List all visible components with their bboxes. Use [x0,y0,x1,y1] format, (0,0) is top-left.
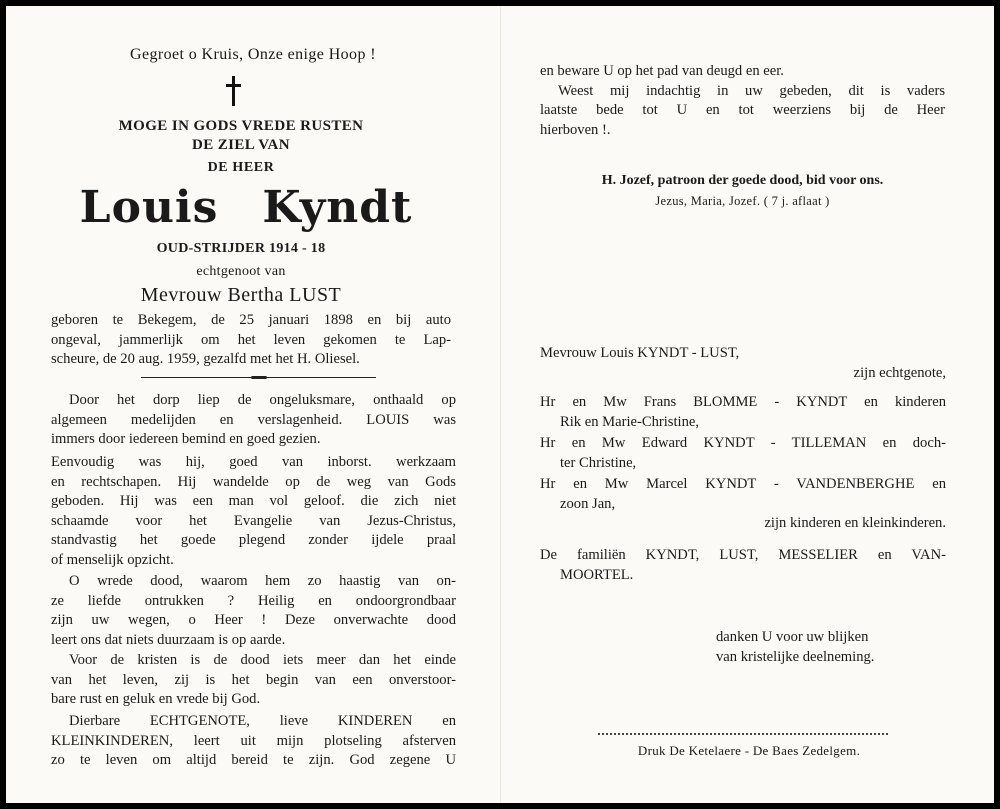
bio-paragraph [51,311,451,370]
spouse-of-label: echtgenoot van [196,264,286,279]
family-line: Hr en Mw Frans BLOMME - KYNDT en kinderen [540,394,946,410]
paragraph-line: O wrede dood, waarom hem zo haastig van on- [69,573,456,589]
text-paragraph [51,572,456,650]
paragraph-line: schaamde voor het Evangelie van Jezus-Christus, [51,512,456,529]
paragraph-line: of menselijk opzicht. [51,551,174,568]
paragraph-line: immers door iedereen bemind en goed gezien. [51,431,321,447]
heading-line-2: DE ZIEL VAN [191,137,291,153]
family-line: zoon Jan, [560,495,616,512]
paragraph-line: van het leven, zij is het begin van een onverstoor- [51,671,456,688]
paragraph-line: algemeen medelijden en verslagenheid. LOUIS was [51,411,456,428]
veteran-line: OUD-STRIJDER 1914 - 18 [156,241,326,256]
heading-line-3: DE HEER [207,160,275,175]
paragraph-line: standvastig het goede plegend zonder ijdele praal [51,532,456,548]
invocation-line: Jezus, Maria, Jozef. ( 7 j. aflaat ) [655,194,830,208]
prayer-line: H. Jozef, patroon der goede dood, bid voor ons. [601,173,884,188]
paragraph-line: geboden. Hij was een man vol geloof. die zich niet [51,493,456,509]
family-child-1 [540,393,946,432]
spouse-line: Mevrouw Louis KYNDT - LUST, [540,345,740,361]
family-line: Rik en Marie-Christine, [560,413,700,430]
thanks-line: danken U voor uw blijken [716,629,869,645]
paragraph-line: zo te leven om altijd bereid te zijn. God zegene U [51,752,456,768]
paragraph-line: Dierbare ECHTGENOTE, lieve KINDEREN en [69,713,456,729]
thanks [716,628,936,667]
text-paragraph [51,391,456,450]
text-paragraph [51,453,456,570]
divider [141,376,376,379]
family-line: Hr en Mw Edward KYNDT - TILLEMAN en doch- [540,435,946,451]
thanks-line: van kristelijke deelneming. [716,648,875,665]
greeting: Gegroet o Kruis, Onze enige Hoop ! [130,46,376,63]
family-line: Hr en Mw Marcel KYNDT - VANDENBERGHE en [540,476,946,492]
paragraph-line: zijn uw wegen, o Heer ! Deze onverwachte dood [51,612,456,628]
spouse-role: zijn echtgenote, [853,364,946,381]
paragraph-line: en rechtschapen. Hij wandelde op de weg van Gods [51,473,456,490]
family-relatives [540,546,946,585]
paragraph-line: Door het dorp liep de ongeluksmare, onthaald op [69,392,456,408]
family-line: MOORTEL. [560,566,634,583]
last-name: Kyndt [262,182,413,233]
text-paragraph [51,712,456,771]
paragraph-line: Weest mij indachtig in uw gebeden, dit is vaders [558,82,945,99]
family-spouse [540,344,946,383]
children-role: zijn kinderen en kleinkinderen. [764,515,946,531]
paragraph-line: Eenvoudig was hij, goed van inborst. werkzaam [51,454,456,470]
paragraph-line: leert ons dat niets duurzaam is op aarde. [51,631,286,648]
family-child-2 [540,434,946,473]
family-line: De familiën KYNDT, LUST, MESSELIER en VAN- [540,547,946,563]
paragraph-line: bare rust en geluk en vrede bij God. [51,691,261,707]
paragraph-line: KLEINKINDEREN, leert uit mijn plotseling afsterven [51,732,456,749]
heading-line-1: MOGE IN GODS VREDE RUSTEN [118,118,364,134]
text-paragraph [51,651,456,710]
paragraph-line: hierboven !. [540,121,611,138]
deceased-name [6,182,486,233]
spouse-name: Mevrouw Bertha LUST [140,284,342,306]
bio-line: ongeval, jammerlijk om het leven gekomen te Lap- [51,331,451,348]
printer-credit: Druk De Ketelaere - De Baes Zedelgem. [637,743,861,758]
paragraph-line: laatste bede tot U en tot weerziens bij de Heer [540,102,945,118]
cross-icon [222,76,246,108]
closing-paragraph [540,62,945,140]
bio-line: geboren te Bekegem, de 25 januari 1898 en bij auto [51,312,451,328]
left-panel [6,6,500,803]
paragraph-line: en beware U op het pad van deugd en eer. [540,63,784,79]
first-name: Louis [79,182,219,233]
paragraph-line: ze liefde ontrukken ? Heilig en ondoorgrondbaar [51,592,456,609]
family-line: ter Christine, [560,454,637,471]
family-child-3 [540,475,946,534]
memorial-card [6,6,994,803]
bio-line: scheure, de 20 aug. 1959, gezalfd met het H. Oliesel. [51,351,360,367]
dotted-separator [598,733,888,735]
paragraph-line: Voor de kristen is de dood iets meer dan het einde [69,652,456,668]
